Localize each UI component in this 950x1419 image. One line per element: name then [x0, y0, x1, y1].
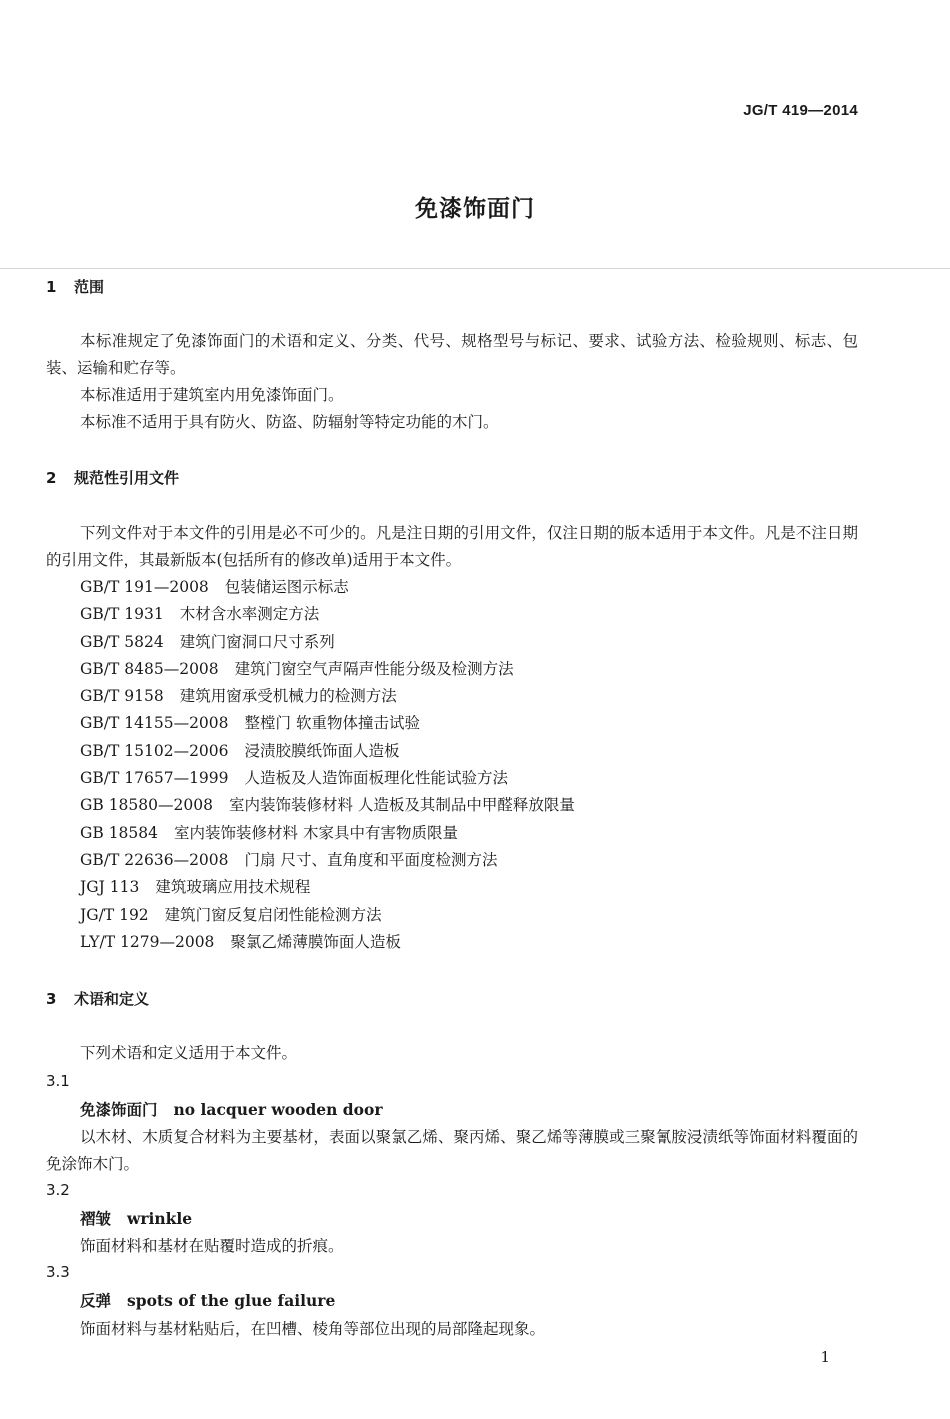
section-1-title: 范围 [74, 278, 105, 296]
document-title: 免漆饰面门 [415, 196, 535, 222]
term-3-2-definition: 饰面材料和基材在贴覆时造成的折痕。 [80, 1237, 344, 1255]
reference-item: GB/T 15102—2006 浸渍胶膜纸饰面人造板 [80, 741, 400, 760]
reference-item: GB 18584 室内装饰装修材料 木家具中有害物质限量 [80, 823, 458, 842]
section-2-title: 规范性引用文件 [74, 469, 180, 487]
reference-item: LY/T 1279—2008 聚氯乙烯薄膜饰面人造板 [80, 932, 401, 951]
reference-list [80, 574, 575, 956]
reference-item: GB/T 5824 建筑门窗洞口尺寸系列 [80, 632, 335, 651]
reference-item: JGJ 113 建筑玻璃应用技术规程 [80, 878, 311, 897]
normative-intro: 下列文件对于本文件的引用是必不可少的。凡是注日期的引用文件，仅注日期的版本适用于本文件。凡是不注日期的引用文件，其最新版本(包括所有的修改单)适用于本文件。 [46, 524, 858, 569]
scope-paragraph-3: 本标准不适用于具有防火、防盗、防辐射等特定功能的木门。 [80, 413, 499, 431]
term-3-1-en: no lacquer wooden door [173, 1100, 383, 1119]
header-divider [0, 268, 950, 269]
term-3-1-heading [80, 1098, 383, 1120]
reference-item: GB/T 1931 木材含水率测定方法 [80, 605, 320, 624]
term-3-2-number: 3.2 [46, 1181, 70, 1199]
term-3-3-en: spots of the glue failure [127, 1291, 336, 1310]
reference-item: GB/T 8485—2008 建筑门窗空气声隔声性能分级及检测方法 [80, 659, 514, 678]
section-1-number: 1 [46, 278, 57, 296]
scope-paragraph-2: 本标准适用于建筑室内用免漆饰面门。 [80, 386, 344, 404]
terms-intro: 下列术语和定义适用于本文件。 [80, 1044, 298, 1062]
reference-item: JG/T 192 建筑门窗反复启闭性能检测方法 [80, 905, 382, 924]
term-3-1-definition: 以木材、木质复合材料为主要基材，表面以聚氯乙烯、聚丙烯、聚乙烯等薄膜或三聚氰胺浸渍纸等饰面材料覆面的免涂饰木门。 [46, 1128, 858, 1173]
term-3-3-number: 3.3 [46, 1263, 70, 1281]
standard-code: JG/T 419—2014 [743, 102, 858, 119]
term-3-3-heading [80, 1289, 335, 1311]
reference-item: GB 18580—2008 室内装饰装修材料 人造板及其制品中甲醛释放限量 [80, 796, 575, 815]
reference-item: GB/T 9158 建筑用窗承受机械力的检测方法 [80, 687, 397, 706]
reference-item: GB/T 191—2008 包装储运图示标志 [80, 578, 349, 596]
term-3-2-en: wrinkle [127, 1209, 193, 1228]
section-2-heading [46, 467, 179, 488]
reference-item: GB/T 22636—2008 门扇 尺寸、直角度和平面度检测方法 [80, 850, 498, 869]
term-3-2-zh: 褶皱 [80, 1210, 112, 1228]
term-3-1-zh: 免漆饰面门 [80, 1101, 158, 1119]
reference-item: GB/T 17657—1999 人造板及人造饰面板理化性能试验方法 [80, 769, 509, 788]
section-3-number: 3 [46, 990, 57, 1008]
section-3-heading [46, 988, 149, 1009]
term-3-2-heading [80, 1207, 192, 1229]
section-3-title: 术语和定义 [74, 990, 150, 1008]
scope-paragraph-1: 本标准规定了免漆饰面门的术语和定义、分类、代号、规格型号与标记、要求、试验方法、检验规则、标志、包装、运输和贮存等。 [46, 332, 858, 377]
term-3-3-zh: 反弹 [80, 1292, 112, 1310]
page-number: 1 [820, 1348, 830, 1366]
section-1-heading [46, 276, 104, 297]
term-3-1-number: 3.1 [46, 1072, 70, 1090]
reference-item: GB/T 14155—2008 整樘门 软重物体撞击试验 [80, 714, 420, 733]
section-2-number: 2 [46, 469, 57, 487]
term-3-3-definition: 饰面材料与基材粘贴后，在凹槽、棱角等部位出现的局部隆起现象。 [80, 1320, 546, 1338]
